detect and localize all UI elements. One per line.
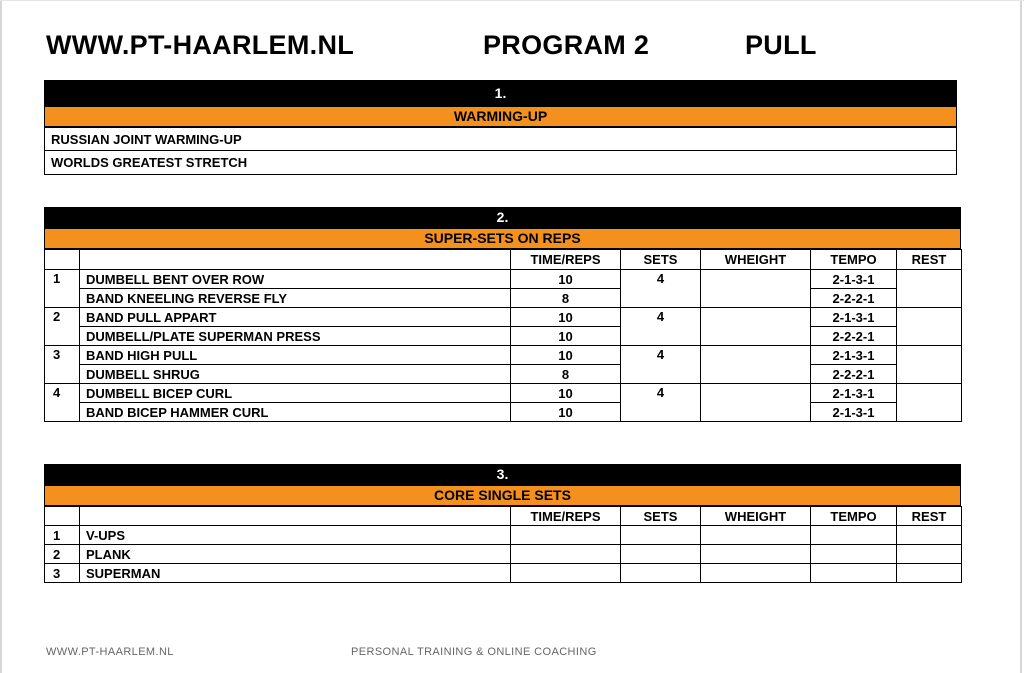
tempo-cell: 2-2-2-1 [811, 289, 897, 308]
weight-cell [701, 384, 811, 422]
column-header: WHEIGHT [701, 250, 811, 270]
rest-cell [897, 308, 962, 346]
sets-cell: 4 [621, 346, 701, 384]
section-number: 1. [44, 80, 957, 106]
section-core [44, 464, 961, 583]
column-header: SETS [621, 250, 701, 270]
tempo-cell: 2-2-2-1 [811, 327, 897, 346]
table-row [45, 365, 962, 384]
footer-site: WWW.PT-HAARLEM.NL [46, 646, 174, 658]
tempo-cell: 2-1-3-1 [811, 270, 897, 289]
warmup-item: WORLDS GREATEST STRETCH [45, 151, 957, 175]
reps-cell: 8 [511, 365, 621, 384]
section-warmup [44, 80, 957, 175]
header-program: PROGRAM 2 [483, 30, 650, 60]
header-type: PULL [745, 30, 817, 60]
warmup-table [44, 127, 957, 175]
tempo-cell: 2-1-3-1 [811, 346, 897, 365]
group-number: 1 [45, 270, 80, 308]
reps-cell: 10 [511, 384, 621, 403]
supersets-table [44, 249, 962, 422]
row-number: 2 [45, 545, 80, 564]
section-number: 3. [44, 464, 961, 485]
row-number: 1 [45, 526, 80, 545]
table-row [45, 346, 962, 365]
page-edge-left [0, 0, 2, 673]
column-header: SETS [621, 507, 701, 526]
section-title: SUPER-SETS ON REPS [44, 228, 961, 249]
exercise-name: PLANK [80, 545, 511, 564]
tempo-cell: 2-1-3-1 [811, 403, 897, 422]
column-header: REST [897, 507, 962, 526]
page-edge-top [0, 0, 1024, 1]
page-edge-right [1020, 0, 1022, 673]
rest-cell [897, 270, 962, 308]
reps-cell: 10 [511, 403, 621, 422]
column-header: TIME/REPS [511, 507, 621, 526]
column-header: TIME/REPS [511, 250, 621, 270]
table-header-row [45, 250, 962, 270]
core-table [44, 506, 962, 583]
reps-cell: 8 [511, 289, 621, 308]
group-number: 3 [45, 346, 80, 384]
tempo-cell: 2-1-3-1 [811, 384, 897, 403]
tempo-cell: 2-2-2-1 [811, 365, 897, 384]
group-number: 2 [45, 308, 80, 346]
exercise-name: SUPERMAN [80, 564, 511, 583]
group-number: 4 [45, 384, 80, 422]
reps-cell: 10 [511, 327, 621, 346]
table-row [45, 270, 962, 289]
table-row [45, 327, 962, 346]
exercise-name: DUMBELL/PLATE SUPERMAN PRESS [80, 327, 511, 346]
table-row [45, 564, 962, 583]
header-site: WWW.PT-HAARLEM.NL [46, 30, 355, 60]
weight-cell [701, 270, 811, 308]
table-row [45, 308, 962, 327]
exercise-name: BAND HIGH PULL [80, 346, 511, 365]
section-number: 2. [44, 207, 961, 228]
exercise-name: DUMBELL BENT OVER ROW [80, 270, 511, 289]
weight-cell [701, 346, 811, 384]
section-supersets [44, 207, 961, 422]
reps-cell: 10 [511, 346, 621, 365]
section-title: CORE SINGLE SETS [44, 485, 961, 506]
rest-cell [897, 346, 962, 384]
exercise-name: BAND PULL APPART [80, 308, 511, 327]
table-row [45, 151, 957, 175]
table-row [45, 289, 962, 308]
sets-cell: 4 [621, 384, 701, 422]
reps-cell: 10 [511, 270, 621, 289]
column-header: TEMPO [811, 507, 897, 526]
exercise-name: DUMBELL SHRUG [80, 365, 511, 384]
table-row [45, 545, 962, 564]
row-number: 3 [45, 564, 80, 583]
table-row [45, 128, 957, 151]
reps-cell: 10 [511, 308, 621, 327]
sets-cell: 4 [621, 270, 701, 308]
tempo-cell: 2-1-3-1 [811, 308, 897, 327]
weight-cell [701, 308, 811, 346]
section-title: WARMING-UP [44, 106, 957, 127]
table-row [45, 403, 962, 422]
column-header: REST [897, 250, 962, 270]
exercise-name: DUMBELL BICEP CURL [80, 384, 511, 403]
table-row [45, 384, 962, 403]
exercise-name: BAND KNEELING REVERSE FLY [80, 289, 511, 308]
exercise-name: BAND BICEP HAMMER CURL [80, 403, 511, 422]
table-header-row [45, 507, 962, 526]
warmup-item: RUSSIAN JOINT WARMING-UP [45, 128, 957, 151]
sets-cell: 4 [621, 308, 701, 346]
table-row [45, 526, 962, 545]
exercise-name: V-UPS [80, 526, 511, 545]
column-header: WHEIGHT [701, 507, 811, 526]
rest-cell [897, 384, 962, 422]
footer-tagline: PERSONAL TRAINING & ONLINE COACHING [351, 646, 597, 658]
column-header: TEMPO [811, 250, 897, 270]
